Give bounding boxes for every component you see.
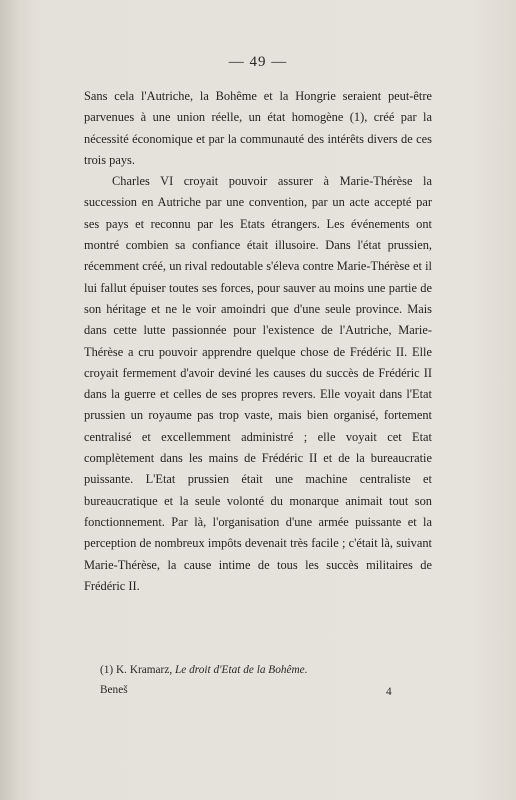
signature-sheet-number: 4 xyxy=(386,686,392,698)
signature-name: Beneš xyxy=(100,684,128,696)
page-number: — 49 — xyxy=(228,54,288,70)
paragraph-2: Charles VI croyait pouvoir assurer à Marie-Thérèse la succession en Autriche par une convention, par un acte accepté par ses pays et reconnu par les Etats étrangers. Les événements ont montré combien sa confiance était illusoire. Dans l'état prussien, récemment créé, un rival redoutable s'éleva contre Marie-Thérèse et il lui fallut épuiser toutes ses forces, pour sauver au moins une partie de son héritage et ne le voir amoindri que d'une seule province. Mais dans cette lutte passionnée pour l'existence de l'Autriche, Marie-Thérèse a cru pouvoir apprendre quelque chose de Frédéric II. Elle croyait fermement d'avoir deviné les causes du succès de Frédéric II dans la guerre et celles de ses propres revers. Elle voyait dans l'Etat prussien un royaume pas trop vaste, mais bien organisé, fortement centralisé et excellemment administré ; elle voyait cet Etat complètement dans les mains de Frédéric II et de la bureaucratie puissante. L'Etat prussien était une machine centraliste et bureaucratique et la seule volonté du monarque animait tout son fonctionnement. Par là, l'organisation d'une armée puissante et la perception de nombreux impôts devenait très facile ; c'était là, suivant Marie-Thérèse, la cause intime de tous les succès militaires de Frédéric II. xyxy=(84,174,432,593)
footnote-title: Le droit d'Etat de la Bohême. xyxy=(175,664,308,676)
paragraph-1: Sans cela l'Autriche, la Bohême et la Hongrie seraient peut-être parvenues à une union réelle, un état homogène (1), créé par la nécessité économique et par la communauté des intérêts divers de ces trois pays. xyxy=(84,89,432,167)
footnote-marker: (1) xyxy=(100,664,114,676)
footnote xyxy=(100,664,430,676)
footnote-author: K. Kramarz, xyxy=(116,664,173,676)
body-text xyxy=(84,86,432,597)
